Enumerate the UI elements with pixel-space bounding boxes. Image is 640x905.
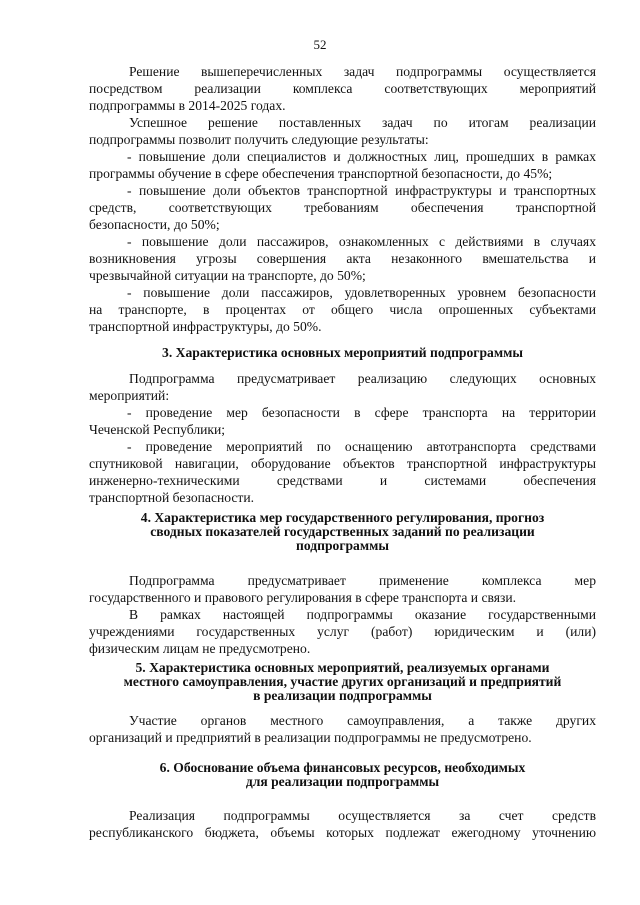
text-line: на транспорте, в процентах от общего числа опрошенных субъектами [89, 302, 596, 317]
text-line: подпрограммы в 2014-2025 годах. [89, 98, 286, 113]
section-heading: сводных показателей государственных заданий по реализации [150, 524, 535, 539]
section-heading: 6. Обоснование объема финансовых ресурсов, необходимых [159, 760, 526, 775]
text-line: организаций и предприятий в реализации подпрограммы не предусмотрено. [89, 730, 532, 745]
text-line: мероприятий: [89, 388, 170, 403]
text-line: Подпрограмма предусматривает реализацию следующих основных [129, 371, 596, 386]
text-line: Успешное решение поставленных задач по итогам реализации [129, 115, 596, 130]
text-line: безопасности, до 50%; [89, 217, 220, 232]
text-line: республиканского бюджета, объемы которых подлежат ежегодному уточнению [89, 825, 596, 840]
section-heading: для реализации подпрограммы [245, 774, 440, 789]
text-line: Участие органов местного самоуправления, а также других [129, 713, 596, 728]
section-heading: местного самоуправления, участие других организаций и предприятий [123, 674, 562, 689]
text-line: возникновения угрозы совершения акта незаконного вмешательства и [89, 251, 596, 266]
text-line: - повышение доли специалистов и должностных лиц, прошедших в рамках [127, 149, 596, 164]
text-line: Чеченской Республики; [89, 422, 226, 437]
text-line: программы обучение в сфере обеспечения транспортной безопасности, до 45%; [89, 166, 553, 181]
section-heading: 5. Характеристика основных мероприятий, реализуемых органами [135, 660, 550, 675]
text-line: - повышение доли пассажиров, удовлетворенных уровнем безопасности [127, 285, 596, 300]
page-number: 52 [313, 37, 327, 52]
text-line: - проведение мер безопасности в сфере транспорта на территории [127, 405, 596, 420]
text-line: В рамках настоящей подпрограммы оказание государственными [129, 607, 596, 622]
text-line: средств, соответствующих требованиям обеспечения транспортной [89, 200, 596, 215]
text-line: - повышение доли объектов транспортной инфраструктуры и транспортных [127, 183, 596, 198]
section-heading: в реализации подпрограммы [253, 688, 432, 703]
section-heading: подпрограммы [296, 538, 389, 553]
text-line: физическим лицам не предусмотрено. [89, 641, 311, 656]
text-line: транспортной безопасности. [89, 490, 255, 505]
text-line: Реализация подпрограммы осуществляется за счет средств [129, 808, 596, 823]
text-line: - повышение доли пассажиров, ознакомленных с действиями в случаях [127, 234, 596, 249]
text-line: - проведение мероприятий по оснащению автотранспорта средствами [127, 439, 596, 454]
text-line: спутниковой навигации, оборудование объектов транспортной инфраструктуры [89, 456, 596, 471]
text-line: государственного и правового регулирования в сфере транспорта и связи. [89, 590, 517, 605]
text-line: чрезвычайной ситуации на транспорте, до 50%; [89, 268, 366, 283]
text-line: Подпрограмма предусматривает применение комплекса мер [129, 573, 596, 588]
text-line: подпрограммы позволит получить следующие результаты: [89, 132, 429, 147]
text-line: инженерно-техническими средствами и системами обеспечения [89, 473, 596, 488]
text-line: учреждениями государственных услуг (работ) юридическим и (или) [89, 624, 596, 639]
text-line: транспортной инфраструктуры, до 50%. [89, 319, 322, 334]
text-line: посредством реализации комплекса соответствующих мероприятий [89, 81, 596, 96]
text-line: Решение вышеперечисленных задач подпрограммы осуществляется [129, 64, 596, 79]
section-heading: 3. Характеристика основных мероприятий подпрограммы [162, 345, 523, 360]
section-heading: 4. Характеристика мер государственного регулирования, прогноз [140, 510, 545, 525]
